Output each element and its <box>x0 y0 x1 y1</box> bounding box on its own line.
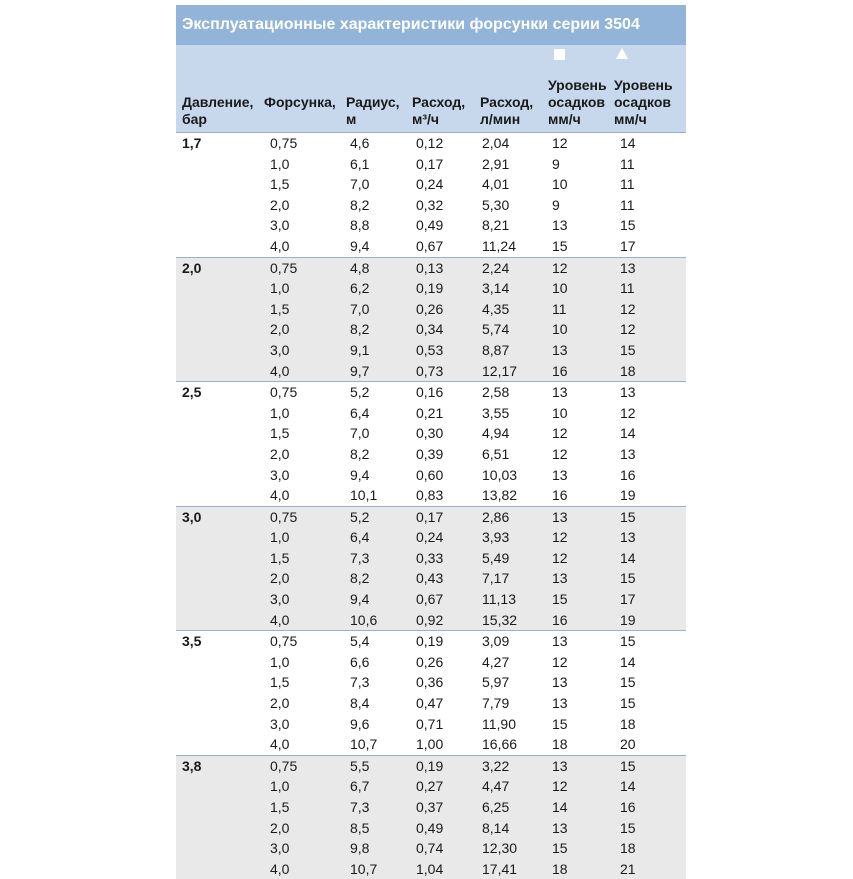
flow-lmin-cell: 2,86 <box>482 508 510 525</box>
precip-square-cell: 12 <box>552 425 568 442</box>
precip-triangle-cell: 14 <box>620 425 636 442</box>
precip-triangle-cell: 13 <box>620 259 636 276</box>
flow-m3-cell: 0,71 <box>416 715 444 732</box>
performance-table <box>176 5 686 879</box>
radius-cell: 8,8 <box>350 217 370 234</box>
flow-lmin-cell: 11,13 <box>482 591 516 608</box>
flow-m3-cell: 1,04 <box>416 860 444 877</box>
flow-lmin-cell: 2,58 <box>482 384 510 401</box>
table-body <box>176 132 686 879</box>
radius-cell: 9,6 <box>350 715 370 732</box>
nozzle-cell: 4,0 <box>270 362 290 379</box>
precip-square-cell: 13 <box>552 341 568 358</box>
pressure-cell: 3,5 <box>182 633 202 650</box>
nozzle-cell: 0,75 <box>270 633 298 650</box>
radius-cell: 10,7 <box>350 860 378 877</box>
precip-triangle-cell: 15 <box>620 508 636 525</box>
nozzle-cell: 3,0 <box>270 591 290 608</box>
radius-cell: 6,2 <box>350 280 370 297</box>
flow-lmin-cell: 8,14 <box>482 819 510 836</box>
table-row <box>176 610 686 631</box>
precip-square-cell: 15 <box>552 715 568 732</box>
table-row <box>176 693 686 714</box>
precip-square-cell: 12 <box>552 778 568 795</box>
table-row <box>176 319 686 340</box>
precip-square-cell: 18 <box>552 860 568 877</box>
flow-m3-cell: 0,39 <box>416 445 444 462</box>
flow-lmin-cell: 6,25 <box>482 799 510 815</box>
radius-cell: 9,8 <box>350 840 370 857</box>
precip-triangle-cell: 15 <box>620 570 636 587</box>
table-title: Эксплуатационные характеристики форсунки серии 3504 <box>176 5 686 45</box>
flow-m3-cell: 0,24 <box>416 529 444 546</box>
radius-cell: 7,0 <box>350 300 370 317</box>
precip-square-cell: 13 <box>552 633 568 650</box>
precip-square-cell: 12 <box>552 259 568 276</box>
flow-m3-cell: 0,19 <box>416 757 444 774</box>
table-row <box>176 672 686 693</box>
precip-triangle-cell: 13 <box>620 445 636 462</box>
radius-cell: 6,7 <box>350 778 370 795</box>
pressure-cell: 3,0 <box>182 508 202 525</box>
flow-lmin-cell: 16,66 <box>482 736 518 753</box>
precip-triangle-cell: 21 <box>620 860 636 877</box>
precip-triangle-cell: 12 <box>620 404 636 421</box>
flow-lmin-cell: 3,14 <box>482 280 510 297</box>
table-row <box>176 465 686 486</box>
nozzle-cell: 0,75 <box>270 757 298 774</box>
pressure-group <box>176 257 686 382</box>
flow-lmin-cell: 6,51 <box>482 445 510 462</box>
nozzle-cell: 2,0 <box>270 321 290 338</box>
flow-lmin-cell: 2,24 <box>482 259 510 276</box>
flow-m3-cell: 0,17 <box>416 508 444 525</box>
radius-cell: 4,6 <box>350 135 370 151</box>
flow-m3-cell: 0,67 <box>416 591 444 608</box>
flow-lmin-cell: 3,55 <box>482 404 510 421</box>
radius-cell: 9,7 <box>350 362 370 379</box>
flow-lmin-cell: 11,90 <box>482 715 516 732</box>
header-radius: Радиус, м <box>346 94 400 127</box>
table-row <box>176 444 686 465</box>
flow-m3-cell: 0,12 <box>416 135 444 151</box>
precip-triangle-cell: 15 <box>620 217 636 234</box>
table-row <box>176 652 686 673</box>
flow-lmin-cell: 2,91 <box>482 155 510 172</box>
precip-square-cell: 10 <box>552 404 568 421</box>
precip-triangle-cell: 14 <box>620 549 636 566</box>
nozzle-cell: 0,75 <box>270 384 298 401</box>
table-row <box>176 797 686 818</box>
radius-cell: 9,4 <box>350 466 370 483</box>
precip-triangle-cell: 12 <box>620 321 636 338</box>
precip-triangle-cell: 17 <box>620 591 636 608</box>
precip-triangle-cell: 15 <box>620 819 636 836</box>
precip-triangle-cell: 17 <box>620 237 636 254</box>
flow-m3-cell: 0,49 <box>416 217 444 234</box>
nozzle-cell: 4,0 <box>270 487 290 504</box>
nozzle-cell: 4,0 <box>270 860 290 877</box>
flow-lmin-cell: 15,32 <box>482 611 518 628</box>
flow-m3-cell: 0,83 <box>416 487 444 504</box>
radius-cell: 5,5 <box>350 757 370 774</box>
flow-m3-cell: 0,19 <box>416 633 444 650</box>
header-precip-square: Уровень осадков мм/ч <box>548 77 607 127</box>
flow-lmin-cell: 4,35 <box>482 300 510 317</box>
radius-cell: 7,3 <box>350 799 370 815</box>
precip-square-cell: 10 <box>552 280 568 297</box>
radius-cell: 8,2 <box>350 445 370 462</box>
precip-square-cell: 15 <box>552 237 568 254</box>
flow-lmin-cell: 3,93 <box>482 529 510 546</box>
precip-square-cell: 10 <box>552 176 568 193</box>
pressure-group <box>176 506 686 631</box>
flow-m3-cell: 0,73 <box>416 362 444 379</box>
precip-square-cell: 13 <box>552 757 568 774</box>
nozzle-cell: 1,0 <box>270 404 290 421</box>
flow-m3-cell: 0,17 <box>416 155 444 172</box>
flow-m3-cell: 0,43 <box>416 570 444 587</box>
precip-triangle-cell: 11 <box>620 155 635 172</box>
precip-triangle-cell: 15 <box>620 341 636 358</box>
flow-m3-cell: 0,32 <box>416 196 444 213</box>
precip-square-cell: 13 <box>552 674 568 691</box>
nozzle-cell: 1,5 <box>270 799 290 815</box>
flow-lmin-cell: 3,22 <box>482 757 510 774</box>
precip-square-cell: 9 <box>552 196 560 213</box>
precip-square-cell: 18 <box>552 736 568 753</box>
table-row <box>176 299 686 320</box>
precip-triangle-cell: 13 <box>620 529 636 546</box>
precip-square-cell: 15 <box>552 591 568 608</box>
radius-cell: 8,5 <box>350 819 370 836</box>
pressure-group <box>176 381 686 506</box>
flow-m3-cell: 0,34 <box>416 321 444 338</box>
radius-cell: 5,4 <box>350 633 370 650</box>
flow-lmin-cell: 3,09 <box>482 633 510 650</box>
header-pressure: Давление, бар <box>182 94 254 127</box>
precip-triangle-cell: 19 <box>620 611 636 628</box>
nozzle-cell: 4,0 <box>270 611 290 628</box>
flow-m3-cell: 0,27 <box>416 778 444 795</box>
table-row <box>176 133 686 154</box>
precip-square-cell: 9 <box>552 155 560 172</box>
flow-m3-cell: 0,19 <box>416 280 444 297</box>
table-row <box>176 403 686 424</box>
flow-m3-cell: 0,60 <box>416 466 444 483</box>
nozzle-cell: 2,0 <box>270 695 290 712</box>
radius-cell: 8,2 <box>350 196 370 213</box>
radius-cell: 6,1 <box>350 155 370 172</box>
flow-lmin-cell: 4,27 <box>482 653 510 670</box>
nozzle-cell: 3,0 <box>270 715 290 732</box>
flow-m3-cell: 0,36 <box>416 674 444 691</box>
precip-square-cell: 12 <box>552 549 568 566</box>
precip-square-cell: 10 <box>552 321 568 338</box>
radius-cell: 7,0 <box>350 425 370 442</box>
flow-lmin-cell: 10,03 <box>482 466 518 483</box>
flow-m3-cell: 0,21 <box>416 404 444 421</box>
flow-m3-cell: 0,26 <box>416 653 444 670</box>
flow-lmin-cell: 7,79 <box>482 695 510 712</box>
pressure-group <box>176 755 686 879</box>
nozzle-cell: 0,75 <box>270 508 298 525</box>
table-row <box>176 734 686 755</box>
header-precip-triangle: Уровень осадков мм/ч <box>614 77 673 127</box>
radius-cell: 10,1 <box>350 487 378 504</box>
nozzle-cell: 2,0 <box>270 819 290 836</box>
precip-triangle-cell: 15 <box>620 757 636 774</box>
table-row <box>176 423 686 444</box>
flow-lmin-cell: 7,17 <box>482 570 510 587</box>
nozzle-cell: 1,0 <box>270 280 290 297</box>
precip-square-cell: 16 <box>552 362 568 379</box>
flow-lmin-cell: 12,17 <box>482 362 518 379</box>
precip-square-cell: 13 <box>552 508 568 525</box>
flow-lmin-cell: 8,87 <box>482 341 510 358</box>
flow-m3-cell: 0,13 <box>416 259 444 276</box>
radius-cell: 6,4 <box>350 529 370 546</box>
precip-square-cell: 16 <box>552 611 568 628</box>
precip-square-cell: 12 <box>552 529 568 546</box>
nozzle-cell: 1,0 <box>270 155 290 172</box>
table-row <box>176 838 686 859</box>
table-row <box>176 174 686 195</box>
nozzle-cell: 1,5 <box>270 674 290 691</box>
flow-lmin-cell: 5,97 <box>482 674 510 691</box>
radius-cell: 5,2 <box>350 384 370 401</box>
precip-triangle-cell: 14 <box>620 778 636 795</box>
radius-cell: 8,2 <box>350 570 370 587</box>
header-flow-lmin: Расход, л/мин <box>480 94 534 127</box>
square-marker-icon <box>554 49 565 60</box>
table-row <box>176 756 686 777</box>
flow-m3-cell: 0,92 <box>416 611 444 628</box>
header-flow-m3: Расход, м³/ч <box>412 94 466 127</box>
radius-cell: 8,4 <box>350 695 370 712</box>
pressure-group <box>176 132 686 257</box>
radius-cell: 5,2 <box>350 508 370 525</box>
precip-square-cell: 13 <box>552 695 568 712</box>
table-row <box>176 382 686 403</box>
precip-triangle-cell: 18 <box>620 715 636 732</box>
flow-lmin-cell: 4,47 <box>482 778 510 795</box>
table-row <box>176 714 686 735</box>
pressure-cell: 2,5 <box>182 384 202 401</box>
flow-m3-cell: 0,53 <box>416 341 444 358</box>
precip-triangle-cell: 11 <box>620 280 635 297</box>
radius-cell: 7,0 <box>350 176 370 193</box>
pressure-cell: 3,8 <box>182 757 202 774</box>
flow-lmin-cell: 17,41 <box>482 860 518 877</box>
pressure-cell: 1,7 <box>182 135 202 151</box>
precip-square-cell: 14 <box>552 799 568 815</box>
table-row <box>176 236 686 257</box>
nozzle-cell: 1,0 <box>270 653 290 670</box>
radius-cell: 10,7 <box>350 736 378 753</box>
nozzle-cell: 3,0 <box>270 217 290 234</box>
precip-triangle-cell: 11 <box>620 196 635 213</box>
nozzle-cell: 4,0 <box>270 736 290 753</box>
flow-m3-cell: 0,26 <box>416 300 444 317</box>
nozzle-cell: 2,0 <box>270 196 290 213</box>
nozzle-cell: 4,0 <box>270 237 290 254</box>
flow-m3-cell: 0,67 <box>416 237 444 254</box>
nozzle-cell: 0,75 <box>270 135 298 151</box>
table-row <box>176 215 686 236</box>
precip-triangle-cell: 18 <box>620 362 636 379</box>
precip-square-cell: 13 <box>552 384 568 401</box>
table-row <box>176 589 686 610</box>
flow-lmin-cell: 5,30 <box>482 196 510 213</box>
pressure-cell: 2,0 <box>182 259 202 276</box>
nozzle-cell: 2,0 <box>270 570 290 587</box>
precip-square-cell: 12 <box>552 445 568 462</box>
table-row <box>176 631 686 652</box>
table-row <box>176 548 686 569</box>
precip-triangle-cell: 18 <box>620 840 636 857</box>
table-row <box>176 154 686 175</box>
table-header <box>176 45 686 132</box>
flow-m3-cell: 0,33 <box>416 549 444 566</box>
radius-cell: 6,6 <box>350 653 370 670</box>
precip-triangle-cell: 15 <box>620 695 636 712</box>
precip-square-cell: 13 <box>552 819 568 836</box>
table-row <box>176 776 686 797</box>
table-row <box>176 485 686 506</box>
flow-m3-cell: 0,37 <box>416 799 444 815</box>
precip-square-cell: 13 <box>552 466 568 483</box>
table-row <box>176 361 686 382</box>
precip-square-cell: 12 <box>552 135 568 151</box>
precip-square-cell: 13 <box>552 217 568 234</box>
flow-lmin-cell: 12,30 <box>482 840 518 857</box>
flow-lmin-cell: 4,01 <box>482 176 510 193</box>
nozzle-cell: 1,0 <box>270 529 290 546</box>
table-row <box>176 278 686 299</box>
flow-lmin-cell: 2,04 <box>482 135 510 151</box>
flow-m3-cell: 0,47 <box>416 695 444 712</box>
radius-cell: 7,3 <box>350 549 370 566</box>
table-row <box>176 340 686 361</box>
nozzle-cell: 0,75 <box>270 259 298 276</box>
precip-square-cell: 16 <box>552 487 568 504</box>
nozzle-cell: 1,5 <box>270 300 290 317</box>
flow-lmin-cell: 5,74 <box>482 321 510 338</box>
header-nozzle: Форсунка, <box>264 94 336 110</box>
flow-m3-cell: 0,16 <box>416 384 444 401</box>
table-row <box>176 818 686 839</box>
nozzle-cell: 1,0 <box>270 778 290 795</box>
precip-square-cell: 12 <box>552 653 568 670</box>
radius-cell: 9,4 <box>350 591 370 608</box>
radius-cell: 6,4 <box>350 404 370 421</box>
precip-triangle-cell: 15 <box>620 674 636 691</box>
precip-triangle-cell: 12 <box>620 300 636 317</box>
table-row <box>176 507 686 528</box>
precip-triangle-cell: 19 <box>620 487 636 504</box>
nozzle-cell: 1,5 <box>270 425 290 442</box>
flow-lmin-cell: 8,21 <box>482 217 510 234</box>
precip-triangle-cell: 14 <box>620 135 636 151</box>
flow-m3-cell: 0,74 <box>416 840 444 857</box>
table-row <box>176 527 686 548</box>
radius-cell: 9,1 <box>350 341 370 358</box>
radius-cell: 7,3 <box>350 674 370 691</box>
flow-lmin-cell: 11,24 <box>482 237 516 254</box>
nozzle-cell: 1,5 <box>270 176 290 193</box>
flow-m3-cell: 0,24 <box>416 176 444 193</box>
table-row <box>176 195 686 216</box>
radius-cell: 8,2 <box>350 321 370 338</box>
nozzle-cell: 1,5 <box>270 549 290 566</box>
precip-square-cell: 11 <box>552 300 567 317</box>
flow-lmin-cell: 4,94 <box>482 425 510 442</box>
precip-triangle-cell: 16 <box>620 799 636 815</box>
table-row <box>176 258 686 279</box>
precip-square-cell: 15 <box>552 840 568 857</box>
radius-cell: 4,8 <box>350 259 370 276</box>
precip-triangle-cell: 16 <box>620 466 636 483</box>
precip-triangle-cell: 13 <box>620 384 636 401</box>
precip-triangle-cell: 11 <box>620 176 635 193</box>
flow-lmin-cell: 13,82 <box>482 487 518 504</box>
flow-m3-cell: 0,30 <box>416 425 444 442</box>
flow-m3-cell: 1,00 <box>416 736 444 753</box>
nozzle-cell: 3,0 <box>270 341 290 358</box>
radius-cell: 9,4 <box>350 237 370 254</box>
precip-triangle-cell: 14 <box>620 653 636 670</box>
nozzle-cell: 3,0 <box>270 840 290 857</box>
triangle-marker-icon <box>616 48 628 59</box>
precip-square-cell: 13 <box>552 570 568 587</box>
flow-lmin-cell: 5,49 <box>482 549 510 566</box>
precip-triangle-cell: 20 <box>620 736 636 753</box>
pressure-group <box>176 630 686 755</box>
flow-m3-cell: 0,49 <box>416 819 444 836</box>
table-row <box>176 568 686 589</box>
nozzle-cell: 3,0 <box>270 466 290 483</box>
nozzle-cell: 2,0 <box>270 445 290 462</box>
radius-cell: 10,6 <box>350 611 378 628</box>
precip-triangle-cell: 15 <box>620 633 636 650</box>
